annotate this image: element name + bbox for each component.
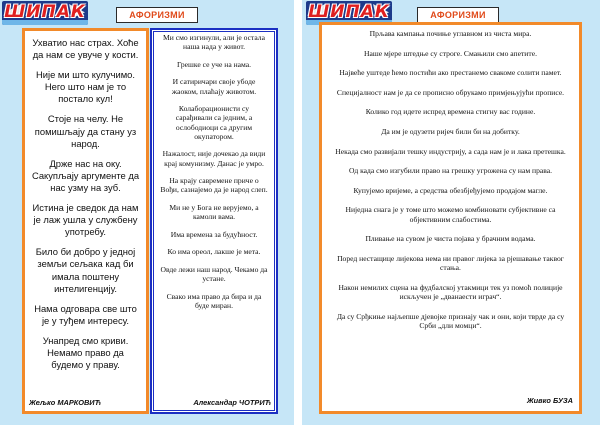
aphorism-list-2 [160, 33, 268, 319]
aphorism: Ми не у Бога не верујемо, а камоли вама. [169, 202, 259, 222]
author-signature: Александар ЧОТРИЋ [193, 398, 271, 407]
aphorism: Специјалност нам је да се прописно обрукамо примјењујући прописе. [336, 87, 565, 97]
aphorism-list-3 [332, 29, 569, 341]
aphorism: Овде лежи наш народ. Чекамо да устане. [160, 264, 268, 284]
aphorism: Након немилих сцена на фудбалској утакмици тек уз помоћ полиције искључен је „дванаести играч“. [338, 282, 563, 302]
aphorism: Од када смо изгубили право на грешку угрожена су нам права. [348, 166, 553, 176]
aphorism: Ко има ореол, лакше је мета. [167, 247, 261, 257]
right-page [302, 0, 600, 425]
logo-text: ШИПАК [308, 2, 390, 22]
aphorism: Наше мјере штедње су строге. Смањили смо апетите. [364, 48, 537, 58]
aphorism: На крају савремене приче о Вођи, сазнајемо да је народ слеп. [160, 176, 268, 195]
aphorism: Грешке се уче на нама. [176, 59, 252, 69]
aphorism: Било би добро у једној земљи сељака кад би имала поштену интелигенцију. [35, 246, 136, 294]
aphorism: Колико год идете испред времена стигну вас године. [365, 107, 536, 117]
aphorism: Колаборационисти су сарађивали са једним, а ослободиоци са другим окупатором. [175, 104, 253, 141]
aphorism: И сатиричари своје убоде жаоком, плаћају животом. [171, 77, 257, 96]
logo-text: ШИПАК [4, 2, 86, 22]
aphorism: Некада смо развијали тешку индустрију, а сада нам је и лака претешка. [335, 146, 566, 156]
aphorism: Ми смо изгинули, али је остала наша нада у живот. [163, 33, 265, 52]
aphorism: Пливање на сувом је чиста појава у брачним водама. [365, 234, 536, 244]
aphorism: Истина је сведок да нам је лаж ушла у службену употребу. [32, 202, 139, 238]
author-signature: Жељко МАРКОВИЋ [29, 398, 101, 407]
shipak-logo [2, 1, 88, 25]
author-signature: Живко БУЗА [526, 396, 573, 405]
left-page [0, 0, 294, 425]
aphorism-list-1 [31, 37, 140, 379]
aphorism: Свако има право да бира и да буде миран. [166, 291, 262, 310]
aphorism: Да су Срђкиње најљепше дјевојке признају чак и они, који тврде да су Срби „дли момци“. [336, 311, 565, 330]
aphorism: Није ми што кулучимо. Него што нам је то постало кул! [36, 69, 135, 105]
aphorism: Поред нестащице лијекова нема ни правог лијека за рјешавање таквог стања. [337, 253, 564, 273]
page-gutter [294, 0, 302, 425]
section-title: АФОРИЗМИ [417, 7, 499, 23]
aphorism: Стоје на челу. Не помишљају да стану уз народ. [34, 113, 137, 149]
aphorism: Држе нас на оку. Сакупљају аргументе да нас узму на зуб. [31, 157, 140, 193]
aphorism: Ниједна снага је у томе што можемо комбиновати субјективне са објективним слабостима. [345, 205, 556, 224]
aphorism: Има времена за будућност. [170, 229, 258, 239]
aphorism: Унапред смо криви. Немамо право да будемо у праву. [42, 334, 129, 371]
aphorism: Купујемо вријеме, а средства обезбјеђујемо продајом магле. [353, 185, 548, 195]
aphorism: Нама одговара све што је у туђем интересу. [34, 302, 137, 326]
aphorism-column-1 [22, 28, 149, 414]
aphorism: Прљава кампања почиње углавном из чиста мира. [369, 29, 532, 38]
aphorism: Највеће уштеде ћемо постићи ако престанемо свакоме солити памет. [339, 68, 562, 78]
aphorism: Нажалост, није дочекао да види крај комунизму. Данас је умро. [162, 149, 266, 168]
aphorism-column-3 [319, 22, 582, 414]
aphorism-column-2 [150, 28, 278, 414]
section-title: АФОРИЗМИ [116, 7, 198, 23]
aphorism: Ухватио нас страх. Хоће да нам се увуче у кости. [32, 37, 139, 61]
aphorism: Да им је одузети ријеч били би на добитку. [381, 126, 520, 136]
